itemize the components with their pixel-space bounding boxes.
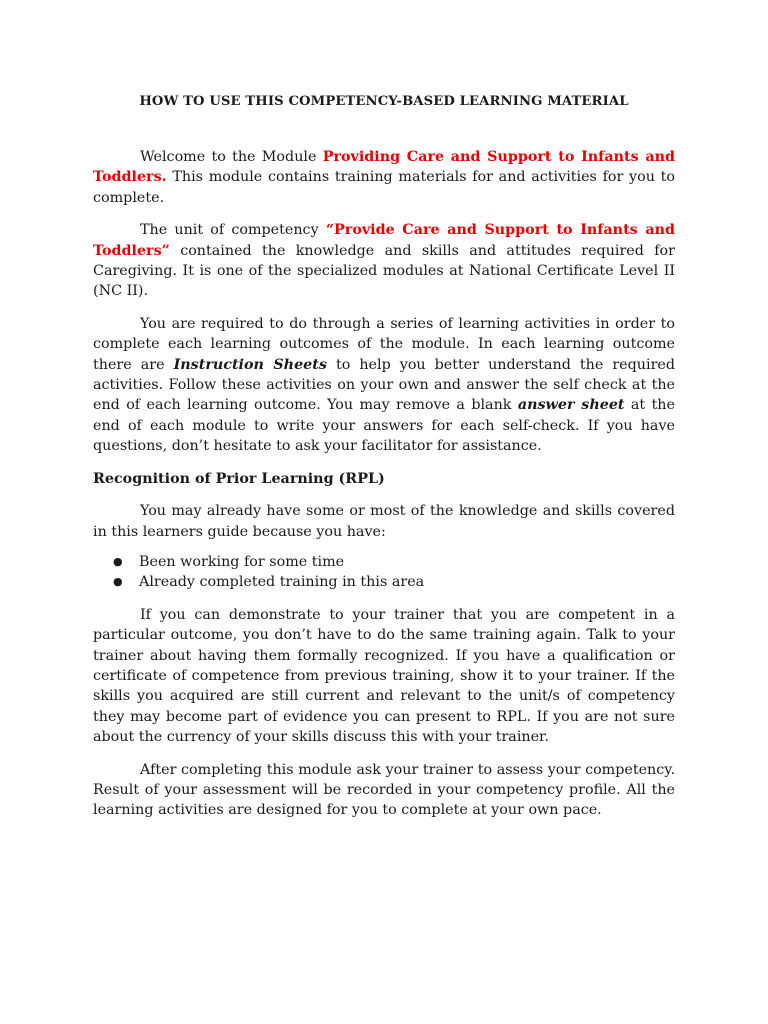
unit-name-highlight: “Provide Care and Support to Infants and Toddlers” bbox=[93, 222, 675, 259]
activities-paragraph bbox=[93, 314, 675, 457]
bullet-icon: ● bbox=[113, 575, 123, 589]
rpl-intro-paragraph: You may already have some or most of the knowledge and skills covered in this learners guide because you have: bbox=[93, 503, 675, 540]
bullet-icon: ● bbox=[113, 554, 123, 568]
document-content bbox=[93, 94, 675, 833]
list-item-text: Already completed training in this area bbox=[139, 574, 425, 591]
activities-part3: at the end of each module to write your answers for each self-check. If you have questions, don’t hesitate to ask your facilitator for assistance. bbox=[93, 397, 675, 455]
list-item-text: Been working for some time bbox=[139, 553, 345, 570]
rpl-bullet-list bbox=[93, 552, 675, 593]
unit-text-before: The unit of competency bbox=[140, 222, 326, 239]
intro-paragraph bbox=[93, 147, 675, 208]
instruction-sheets-emphasis: Instruction Sheets bbox=[173, 356, 327, 373]
intro-text-after: This module contains training materials for and activities for you to complete. bbox=[93, 169, 675, 206]
unit-paragraph bbox=[93, 220, 675, 302]
activities-part2: to help you better understand the required activities. Follow these activities on your own and answer the self check at the end of each learning outcome. You may remove a blank bbox=[93, 356, 676, 414]
rpl-paragraph-1: If you can demonstrate to your trainer that you are competent in a particular outcome, you don’t have to do the same training again. Talk to your trainer about having them formally recognized. If you have a qualification or certificate of competence from previous training, show it to your trainer. If the skills you acquired are still current and relevant to the unit/s of competency they may become part of evidence you can present to RPL. If you are not sure about the currency of your skills discuss this with your trainer. bbox=[93, 606, 675, 746]
answer-sheet-emphasis: answer sheet bbox=[517, 397, 625, 414]
rpl-paragraph-2: After completing this module ask your trainer to assess your competency. Result of your assessment will be recorded in your competency profile. All the learning activities are designed for you to complete at your own pace. bbox=[93, 761, 675, 819]
list-item bbox=[113, 572, 675, 592]
intro-text-before: Welcome to the Module bbox=[140, 149, 323, 165]
unit-text-after: contained the knowledge and skills and attitudes required for Caregiving. It is one of the specialized modules at National Certificate Level II (NC II). bbox=[93, 242, 675, 300]
rpl-heading: Recognition of Prior Learning (RPL) bbox=[93, 470, 385, 487]
page-title: HOW TO USE THIS COMPETENCY-BASED LEARNING MATERIAL bbox=[139, 94, 629, 109]
activities-part1: You are required to do through a series of learning activities in order to complete each learning outcomes of the module. In each learning outcome there are bbox=[93, 315, 675, 373]
list-item bbox=[113, 552, 675, 572]
module-name-highlight: Providing Care and Support to Infants and Toddlers. bbox=[93, 149, 676, 186]
